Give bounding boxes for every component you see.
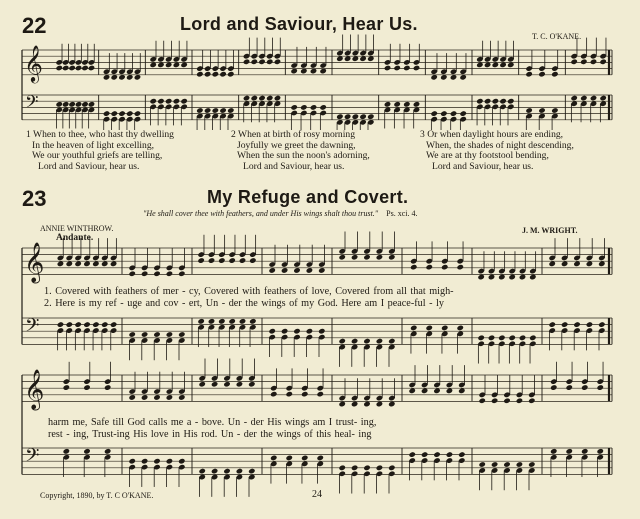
hymn-22-title: Lord and Saviour, Hear Us.	[180, 14, 418, 34]
note-head	[166, 331, 173, 337]
note-head	[479, 461, 486, 467]
note-head	[388, 401, 395, 407]
note-head	[66, 321, 73, 327]
note-head	[508, 335, 515, 341]
note-head	[101, 321, 108, 327]
note-head	[236, 468, 243, 474]
note-head	[248, 381, 255, 387]
note-head	[249, 257, 256, 263]
note-head	[317, 391, 324, 397]
note-head	[129, 331, 136, 337]
tempo-marking: Andante.	[56, 233, 94, 243]
note-head	[141, 458, 148, 464]
note-head	[301, 455, 308, 461]
note-head	[498, 274, 505, 280]
note-head	[421, 388, 428, 394]
note-head	[249, 318, 256, 324]
note-head	[550, 448, 557, 454]
note-head	[433, 388, 440, 394]
verse-line: Lord and Saviour, hear us.	[38, 160, 140, 172]
note-head	[197, 257, 204, 263]
note-head	[491, 398, 498, 404]
note-head	[491, 461, 498, 467]
note-head	[211, 381, 218, 387]
note-head	[223, 468, 230, 474]
note-head	[166, 271, 173, 277]
hymn-23-composer: J. M. WRIGHT.	[522, 226, 578, 235]
note-head	[223, 381, 230, 387]
note-head	[457, 264, 464, 270]
note-head	[351, 465, 358, 471]
note-head	[83, 261, 90, 267]
verse-line: In the heaven of light excelling,	[32, 139, 155, 151]
note-head	[228, 318, 235, 324]
note-head	[528, 398, 535, 404]
note-head	[573, 321, 580, 327]
hymn-23-line1-verse2: 2. Here is my ref - uge and cov - ert, Un - der the wings of my God. Here am I peace-ful - ly	[44, 298, 444, 309]
note-head	[581, 384, 588, 390]
treble-clef: 𝄞	[24, 369, 45, 410]
verse-line: Lord and Saviour, hear us.	[243, 160, 345, 172]
note-head	[426, 325, 433, 331]
note-head	[92, 321, 99, 327]
note-head	[83, 384, 90, 390]
note-head	[129, 458, 136, 464]
note-head	[66, 261, 73, 267]
note-head	[178, 394, 185, 400]
note-head	[306, 267, 313, 273]
verse-line: When the sun the noon's adorning,	[237, 150, 370, 162]
note-head	[286, 455, 293, 461]
note-head	[457, 325, 464, 331]
verse-line: 2 When at birth of rosy morning	[231, 129, 355, 140]
note-head	[586, 321, 593, 327]
note-head	[339, 338, 346, 344]
note-head	[388, 254, 395, 260]
note-head	[110, 261, 117, 267]
hymn-23-number: 23	[22, 186, 47, 211]
note-head	[166, 394, 173, 400]
note-head	[363, 401, 370, 407]
note-head	[446, 451, 453, 457]
note-head	[363, 254, 370, 260]
note-head	[178, 271, 185, 277]
hymn-23-author: ANNIE WINTHROW.	[40, 224, 114, 233]
note-head	[421, 451, 428, 457]
note-head	[519, 335, 526, 341]
note-head	[549, 321, 556, 327]
note-head	[141, 394, 148, 400]
verse-line: We are at thy footstool bending,	[426, 150, 549, 162]
note-head	[351, 338, 358, 344]
note-head	[318, 328, 325, 334]
note-head	[236, 381, 243, 387]
note-head	[363, 338, 370, 344]
note-head	[110, 321, 117, 327]
note-head	[498, 335, 505, 341]
note-head	[104, 448, 111, 454]
note-head	[550, 384, 557, 390]
note-head	[376, 338, 383, 344]
note-head	[57, 261, 64, 267]
copyright-notice: Copyright, 1890, by T. C O'KANE.	[40, 491, 154, 500]
note-head	[409, 388, 416, 394]
note-head	[129, 394, 136, 400]
note-head	[281, 328, 288, 334]
note-head	[208, 257, 215, 263]
note-head	[239, 318, 246, 324]
page-number: 24	[312, 489, 322, 500]
note-head	[363, 465, 370, 471]
note-head	[339, 254, 346, 260]
note-head	[458, 388, 465, 394]
note-head	[561, 261, 568, 267]
note-head	[351, 401, 358, 407]
note-head	[208, 318, 215, 324]
note-head	[376, 465, 383, 471]
hymn-22-composer: T. C. O'KANE.	[532, 32, 582, 41]
hymn-23-line1-verse1: 1. Covered with feathers of mer - cy, Covered with feathers of love, Covered from all that migh-	[44, 286, 454, 297]
note-head	[141, 331, 148, 337]
note-head	[433, 451, 440, 457]
note-head	[228, 257, 235, 263]
note-head	[598, 261, 605, 267]
note-head	[519, 274, 526, 280]
note-head	[83, 448, 90, 454]
note-head	[566, 448, 573, 454]
note-head	[597, 384, 604, 390]
note-head	[63, 384, 70, 390]
note-head	[388, 465, 395, 471]
note-head	[293, 328, 300, 334]
note-head	[339, 401, 346, 407]
treble-clef: 𝄞	[24, 44, 44, 83]
note-head	[211, 468, 218, 474]
note-head	[74, 321, 81, 327]
verse-line: Joyfully we greet the dawning,	[237, 139, 356, 151]
note-head	[178, 458, 185, 464]
note-head	[218, 318, 225, 324]
note-head	[516, 461, 523, 467]
note-head	[410, 264, 417, 270]
note-head	[376, 254, 383, 260]
hymn-22-number: 22	[22, 13, 47, 38]
note-head	[199, 468, 206, 474]
note-head	[129, 271, 136, 277]
epigraph-reference: Ps. xci. 4.	[386, 209, 418, 218]
note-head	[441, 264, 448, 270]
hymn-23-line2-verse1: harm me, Safe till God calls me a - bove. Un - der His wings am I trust- ing,	[48, 417, 377, 428]
note-head	[351, 254, 358, 260]
note-head	[218, 257, 225, 263]
note-head	[441, 325, 448, 331]
note-head	[458, 451, 465, 457]
note-head	[199, 381, 206, 387]
note-head	[409, 451, 416, 457]
note-head	[178, 331, 185, 337]
note-head	[410, 325, 417, 331]
note-head	[516, 398, 523, 404]
verse-line: 1 When to thee, who hast thy dwelling	[26, 129, 174, 140]
note-head	[503, 398, 510, 404]
note-head	[561, 321, 568, 327]
verse-line: We our youthful griefs are telling,	[32, 150, 163, 162]
note-head	[388, 338, 395, 344]
note-head	[586, 261, 593, 267]
note-head	[281, 267, 288, 273]
note-head	[248, 468, 255, 474]
hymn-23-title: My Refuge and Covert.	[207, 187, 409, 207]
note-head	[83, 321, 90, 327]
note-head	[581, 448, 588, 454]
treble-clef: 𝄞	[24, 242, 45, 283]
note-head	[477, 274, 484, 280]
bass-clef: 𝄢	[25, 445, 40, 472]
note-head	[598, 321, 605, 327]
verse-line: When, the shades of night descending,	[426, 139, 574, 151]
note-head	[239, 257, 246, 263]
note-head	[270, 455, 277, 461]
note-head	[269, 328, 276, 334]
note-head	[508, 274, 515, 280]
note-head	[293, 267, 300, 273]
note-head	[270, 391, 277, 397]
note-head	[529, 335, 536, 341]
note-head	[57, 321, 64, 327]
note-head	[376, 401, 383, 407]
note-head	[306, 328, 313, 334]
note-head	[597, 448, 604, 454]
note-head	[566, 384, 573, 390]
note-head	[153, 271, 160, 277]
note-head	[166, 458, 173, 464]
note-head	[446, 388, 453, 394]
note-head	[488, 274, 495, 280]
note-head	[477, 335, 484, 341]
note-head	[426, 264, 433, 270]
note-head	[339, 465, 346, 471]
bass-clef: 𝄢	[25, 91, 39, 117]
hymn-23-line2-verse2: rest - ing, Trust-ing His love in His rod. Un - der the wings of this heal- ing	[48, 429, 372, 440]
note-head	[153, 394, 160, 400]
note-head	[529, 274, 536, 280]
bass-clef: 𝄢	[25, 315, 40, 342]
note-head	[153, 331, 160, 337]
verse-line: Lord and Saviour, hear us.	[432, 160, 534, 172]
note-head	[74, 261, 81, 267]
note-head	[317, 455, 324, 461]
note-head	[153, 458, 160, 464]
note-head	[92, 261, 99, 267]
note-head	[101, 261, 108, 267]
note-head	[503, 461, 510, 467]
note-head	[104, 384, 111, 390]
verse-line: 3 Or when daylight hours are ending,	[420, 129, 564, 140]
note-head	[479, 398, 486, 404]
note-head	[197, 318, 204, 324]
note-head	[549, 261, 556, 267]
note-head	[318, 267, 325, 273]
note-head	[63, 448, 70, 454]
note-head	[286, 391, 293, 397]
note-head	[269, 267, 276, 273]
epigraph-text: "He shall cover thee with feathers, and under His wings shalt thou trust."	[143, 209, 379, 218]
note-head	[301, 391, 308, 397]
note-head	[573, 261, 580, 267]
note-head	[528, 461, 535, 467]
note-head	[141, 271, 148, 277]
note-head	[488, 335, 495, 341]
